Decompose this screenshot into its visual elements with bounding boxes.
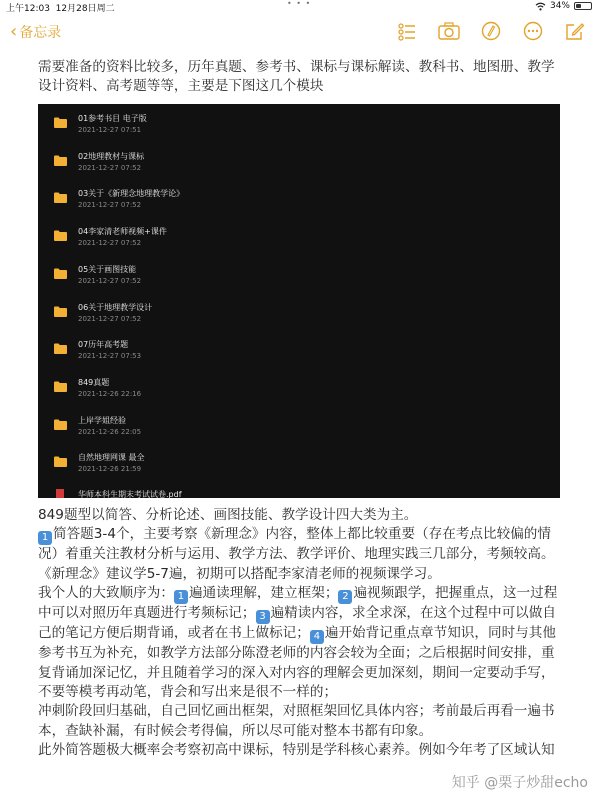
body-paragraph-2: 1 简答题3-4个，主要考察《新理念》内容，整体上都比较重要（存在考点比较偏的情况）着重关注教材分析与运用、教学方法、教学评价、地理实践三几部分，考频较高。 xyxy=(38,526,555,563)
battery-icon xyxy=(574,2,592,10)
folder-date: 2021-12-27 07:53 xyxy=(78,352,142,361)
folder-icon xyxy=(54,306,67,317)
folder-icon xyxy=(54,155,67,166)
chevron-left-icon: ‹ xyxy=(10,21,18,42)
multitasking-dots[interactable]: • • • xyxy=(287,0,312,8)
keycap-3-icon: 3 xyxy=(256,610,270,624)
body-paragraph-5: 冲刺阶段回归基础，自己回忆画出框架，对照框架回忆具体内容；考前最后再看一遍书本，查缺补漏，有时候会考得偏，所以尽可能对整本书都有印象。 xyxy=(38,703,555,739)
folder-date: 2021-12-27 07:52 xyxy=(78,201,142,210)
zhihu-watermark: 知乎 @栗子炒甜echo xyxy=(451,775,588,791)
keycap-1-icon: 1 xyxy=(174,590,188,604)
folder-icon xyxy=(54,419,67,430)
folder-name: 上岸学姐经验 xyxy=(78,415,126,425)
folder-row xyxy=(38,146,560,183)
checklist-icon[interactable] xyxy=(396,20,418,42)
folder-date: 2021-12-27 07:52 xyxy=(78,276,142,285)
compose-icon[interactable] xyxy=(564,20,586,42)
folder-row xyxy=(38,108,560,145)
folder-date: 2021-12-26 21:59 xyxy=(78,465,142,474)
note-intro[interactable] xyxy=(38,58,568,96)
folder-name: 07历年高考题 xyxy=(78,340,129,350)
folder-name: 04李家清老师视频+课件 xyxy=(78,227,167,237)
status-time: 上午12:03 12月28日周二 xyxy=(6,4,115,14)
folder-date: 2021-12-27 07:52 xyxy=(78,239,142,248)
battery-fill xyxy=(576,4,581,8)
folder-name: 02地理教材与课标 xyxy=(78,151,145,161)
note-body[interactable] xyxy=(38,506,568,761)
folder-icon xyxy=(54,268,67,279)
body-paragraph-3: 《新理念》建议学5-7遍，初期可以搭配李家清老师的视频课学习。 xyxy=(38,565,441,582)
folder-date: 2021-12-27 07:52 xyxy=(78,314,142,323)
folder-name: 06关于地理教学设计 xyxy=(78,302,153,312)
folder-icon xyxy=(54,456,67,467)
toolbar xyxy=(396,20,586,42)
folder-name: 01参考书目 电子版 xyxy=(78,114,147,123)
back-button[interactable] xyxy=(10,22,61,42)
body-paragraph-1: 849题型以简答、分析论述、画图技能、教学设计四大类为主。 xyxy=(38,507,418,523)
pdf-file-name: 华师本科生期末考试试卷.pdf xyxy=(78,490,182,498)
status-bar xyxy=(0,0,600,14)
folder-row xyxy=(38,183,560,220)
body-paragraph-6: 此外简答题极大概率会考察初高中课标，特别是学科核心素养。例如今年考了区域认知 xyxy=(38,742,555,759)
markup-icon[interactable] xyxy=(480,20,502,42)
camera-icon[interactable] xyxy=(438,20,460,42)
folder-name: 849真题 xyxy=(78,377,110,387)
folder-icon xyxy=(54,343,67,354)
folder-icon xyxy=(54,381,67,392)
folder-icon xyxy=(54,192,67,203)
status-right xyxy=(535,1,592,11)
folder-date: 2021-12-27 07:52 xyxy=(78,163,142,172)
folder-name: 03关于《新理念地理教学论》 xyxy=(78,189,185,199)
folder-row xyxy=(38,334,560,371)
folder-row xyxy=(38,372,560,409)
battery-percent: 34% xyxy=(549,1,570,11)
folder-name: 05关于画图技能 xyxy=(78,264,137,274)
folder-icon xyxy=(54,230,67,241)
body-paragraph-4: 我个人的大致顺序为： 1 遍通读理解，建立框架； 2 遍视频跟学，把握重点，这一过程中可以对照历年真题进行考频标记； 3 遍精读内容，求全求深，在这个过程中可以做自己的笔记方便后期背诵，或者在书上做标记； 4 遍开始背记重点章节知识，同时与其他参考书互为补充，如教学方法部分陈澄老师的内容会较为全面；之后根据时间安排，重复背诵加深记忆，并且随着学习的深入对内容的理解会更加深刻，期间一定要动手写，不要等模考再动笔，背会和写出来是很不一样的； xyxy=(38,585,558,701)
more-icon[interactable] xyxy=(522,20,544,42)
folder-row xyxy=(38,297,560,334)
pdf-file-row xyxy=(38,486,560,498)
intro-paragraph: 需要准备的资料比较多，历年真题、参考书、课标与课标解读、教科书、地图册、教学设计资料、高考题等等，主要是下图这几个模块 xyxy=(38,59,555,94)
keycap-4-icon: 4 xyxy=(310,630,324,644)
folder-row xyxy=(38,447,560,484)
folder-row xyxy=(38,410,560,447)
folder-row xyxy=(38,221,560,258)
wifi-icon xyxy=(535,2,546,11)
folder-date: 2021-12-26 22:05 xyxy=(78,427,142,436)
pdf-icon xyxy=(56,489,64,498)
back-label: 备忘录 xyxy=(19,25,62,41)
folder-date: 2021-12-27 07:51 xyxy=(78,126,142,134)
keycap-1-icon: 1 xyxy=(38,531,52,545)
folder-name: 自然地理网课 最全 xyxy=(78,453,145,463)
keycap-2-icon: 2 xyxy=(338,590,352,604)
folder-row xyxy=(38,259,560,296)
nav-bar xyxy=(0,16,600,50)
folder-icon xyxy=(54,117,67,128)
folder-date: 2021-12-26 22:16 xyxy=(78,389,142,398)
embedded-file-screenshot[interactable] xyxy=(38,104,560,498)
